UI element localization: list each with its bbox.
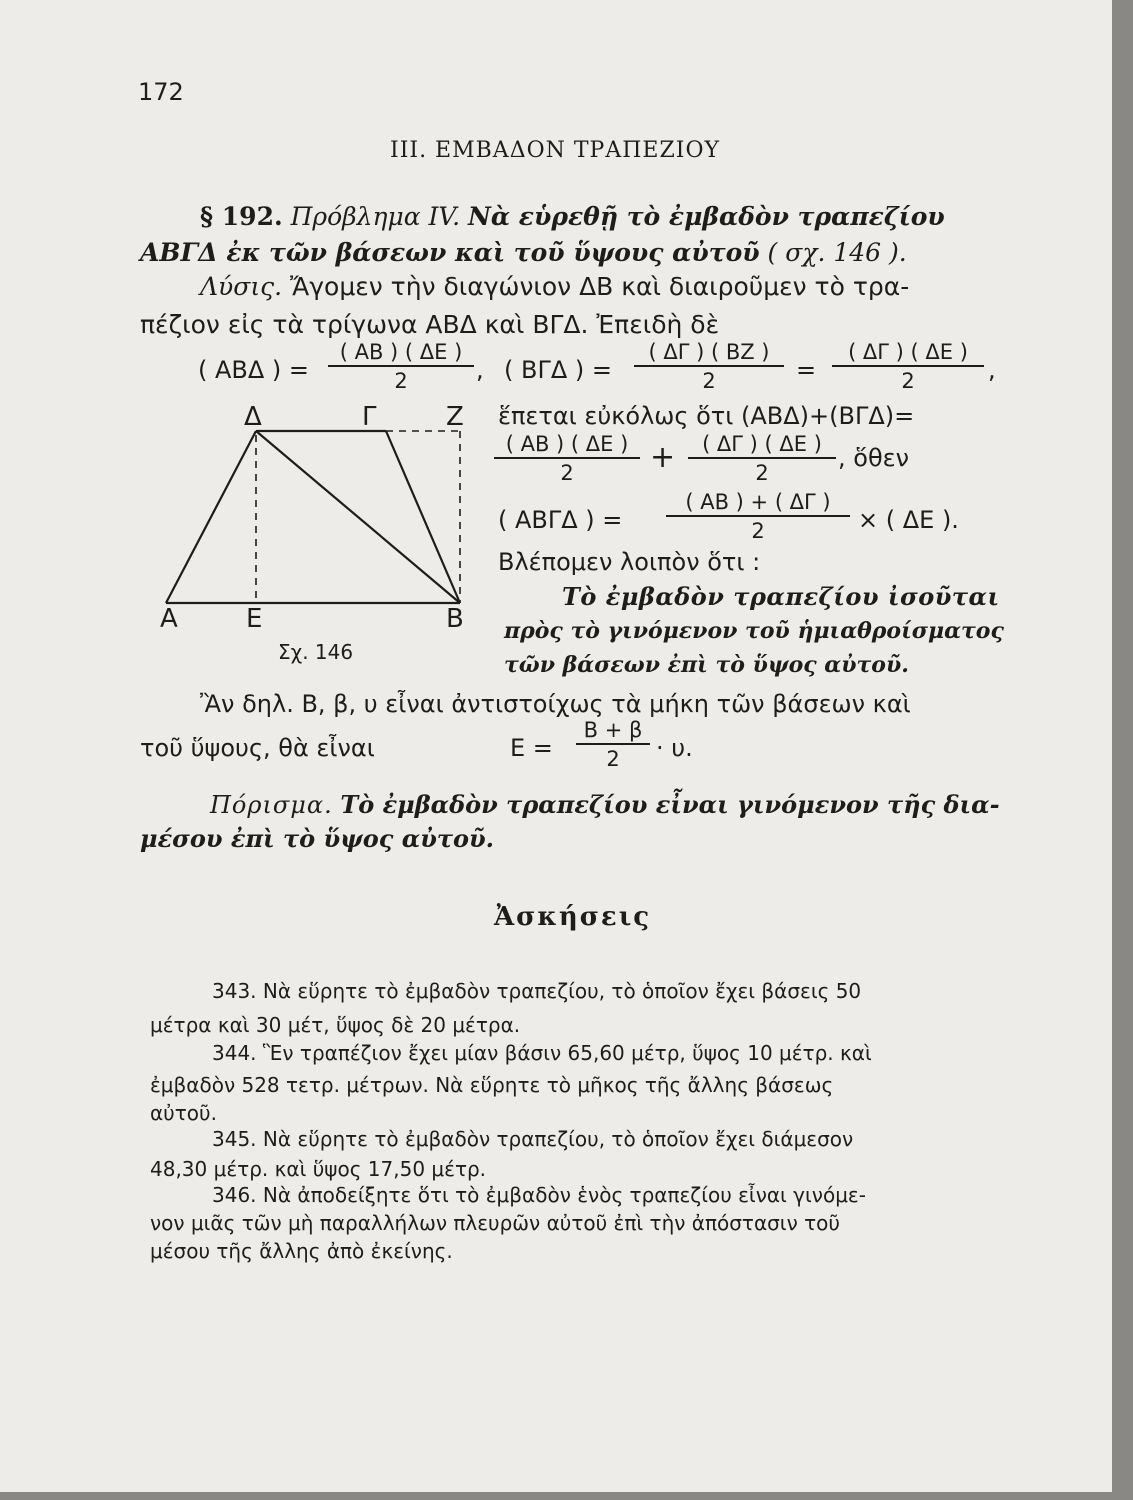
fraction-bar — [576, 743, 650, 745]
exercise-344-line3: αὐτοῦ. — [150, 1101, 217, 1125]
exercise-344-line1: 344. Ἓν τραπέζιον ἔχει μίαν βάσιν 65,60 μέτρ, ὕψος 10 μέτρ. καὶ — [212, 1041, 872, 1065]
eq2-fraction-1 — [494, 432, 640, 485]
eq3-lhs: ( ΑΒΓΔ ) = — [498, 506, 623, 534]
chapter-heading: ΙΙΙ. ΕΜΒΑΔΟΝ ΤΡΑΠΕΖΙΟΥ — [390, 138, 721, 163]
problem-statement-line2 — [140, 238, 907, 267]
side-gb-line — [386, 431, 460, 603]
fraction-bar — [634, 365, 784, 367]
eq1-lhs-abd: ( ΑΒΔ ) = — [198, 356, 310, 384]
exercise-345-line2: 48,30 μέτρ. καὶ ὕψος 17,50 μέτρ. — [150, 1157, 487, 1181]
problem-text-2: ΑΒΓΔ ἐκ τῶν βάσεων καὶ τοῦ ὕψους αὐτοῦ — [140, 238, 760, 267]
corollary-line2: μέσου ἐπὶ τὸ ὕψος αὐτοῦ. — [140, 824, 495, 853]
eq2-numerator-1: ( ΑΒ ) ( ΔΕ ) — [505, 432, 629, 456]
section-number: § 192. — [200, 202, 283, 231]
formula-denominator: 2 — [606, 747, 620, 771]
fraction-bar — [832, 365, 984, 367]
side-ad-line — [166, 431, 256, 603]
scan-edge-bottom — [0, 1492, 1133, 1500]
exercise-343-line1: 343. Νὰ εὕρητε τὸ ἐμβαδὸν τραπεζίου, τὸ ὁποῖον ἔχει βάσεις 50 — [212, 979, 862, 1003]
figure-label-alpha: Α — [160, 604, 178, 634]
eq1-fraction-2 — [634, 340, 784, 393]
page-number: 172 — [138, 78, 184, 106]
diagonal-db-line — [256, 431, 460, 603]
formula-numerator: Β + β — [583, 718, 643, 742]
problem-figure-ref: ( σχ. 146 ). — [767, 238, 907, 267]
fraction-bar — [494, 457, 640, 459]
trapezoid-figure — [150, 395, 480, 670]
eq2-fraction-2 — [688, 432, 836, 485]
solution-line3: ἕπεται εὐκόλως ὅτι (ΑΒΔ)+(ΒΓΔ)= — [498, 402, 915, 430]
fraction-bar — [666, 515, 850, 517]
problem-statement-line1 — [200, 202, 945, 231]
eq3-tail: × ( ΔΕ ). — [858, 506, 959, 534]
eq2-numerator-2: ( ΔΓ ) ( ΔΕ ) — [702, 432, 822, 456]
rule-line2: πρὸς τὸ γινόμενον τοῦ ἡμιαθροίσματος — [504, 618, 1004, 644]
eq1-numerator-1: ( ΑΒ ) ( ΔΕ ) — [339, 340, 463, 364]
eq1-denominator-2: 2 — [702, 369, 716, 393]
eq3-numerator: ( ΑΒ ) + ( ΔΓ ) — [685, 490, 831, 514]
rule-line1: Τὸ ἐμβαδὸν τραπεζίου ἰσοῦται — [562, 582, 1000, 611]
rule-line3: τῶν βάσεων ἐπὶ τὸ ὕψος αὐτοῦ. — [504, 652, 909, 678]
eq1-equals: = — [796, 356, 817, 384]
solution-line1 — [200, 272, 909, 301]
solution-line2: πέζιον εἰς τὰ τρίγωνα ΑΒΔ καὶ ΒΓΔ. Ἐπειδὴ δὲ — [140, 310, 720, 339]
fraction-bar — [688, 457, 836, 459]
scan-edge-right — [1112, 0, 1133, 1500]
eq2-denominator-1: 2 — [560, 461, 574, 485]
eq1-lhs-bgd: ( ΒΓΔ ) = — [504, 356, 612, 384]
eq1-denominator-3: 2 — [901, 369, 915, 393]
solution-label: Λύσις. — [200, 272, 283, 301]
exercise-345-line1: 345. Νὰ εὕρητε τὸ ἐμβαδὸν τραπεζίου, τὸ ὁποῖον ἔχει διάμεσον — [212, 1127, 854, 1151]
corollary-line1 — [210, 790, 1000, 819]
corollary-text-1: Τὸ ἐμβαδὸν τραπεζίου εἶναι γινόμενον τῆς δια- — [340, 790, 1000, 819]
solution-line5: Ἂν δηλ. Β, β, υ εἶναι ἀντιστοίχως τὰ μήκη τῶν βάσεων καὶ — [200, 690, 911, 718]
eq2-plus: + — [650, 440, 676, 475]
eq1-fraction-3 — [832, 340, 984, 393]
figure-label-delta: Δ — [244, 402, 262, 432]
solution-text-1: Ἄγομεν τὴν διαγώνιον ΔΒ καὶ διαιροῦμεν τὸ τρα- — [290, 272, 910, 301]
exercise-346-line2: νον μιᾶς τῶν μὴ παραλλήλων πλευρῶν αὐτοῦ ἐπὶ τὴν ἀπόστασιν τοῦ — [150, 1211, 840, 1235]
exercise-346-line1: 346. Νὰ ἀποδείξητε ὅτι τὸ ἐμβαδὸν ἑνὸς τραπεζίου εἶναι γινόμε- — [212, 1183, 866, 1207]
eq1-fraction-1 — [328, 340, 474, 393]
eq1-numerator-2: ( ΔΓ ) ( ΒΖ ) — [648, 340, 770, 364]
eq1-comma: , — [476, 356, 484, 384]
fraction-bar — [328, 365, 474, 367]
figure-label-epsilon: Ε — [246, 604, 263, 634]
figure-label-gamma: Γ — [362, 402, 377, 432]
exercises-heading: Ἀσκήσεις — [494, 902, 652, 932]
formula-lhs: Ε = — [510, 734, 553, 762]
eq2-tail: , ὅθεν — [838, 444, 910, 472]
exercise-343-line2: μέτρα καὶ 30 μέτ, ὕψος δὲ 20 μέτρα. — [150, 1013, 521, 1037]
eq3-fraction — [666, 490, 850, 543]
figure-label-zeta: Ζ — [446, 402, 464, 432]
eq1-end-comma: , — [988, 356, 996, 384]
eq1-numerator-3: ( ΔΓ ) ( ΔΕ ) — [848, 340, 968, 364]
eq3-denominator: 2 — [751, 519, 765, 543]
exercise-344-line2: ἐμβαδὸν 528 τετρ. μέτρων. Νὰ εὕρητε τὸ μῆκος τῆς ἄλλης βάσεως — [150, 1073, 834, 1097]
problem-text-1: Νὰ εὑρεθῇ τὸ ἐμβαδὸν τραπεζίου — [468, 202, 945, 231]
eq2-denominator-2: 2 — [755, 461, 769, 485]
formula-tail: · υ. — [656, 734, 693, 762]
solution-line6: τοῦ ὕψους, θὰ εἶναι — [140, 734, 375, 762]
problem-label: Πρόβλημα IV. — [290, 202, 461, 231]
figure-caption: Σχ. 146 — [278, 640, 354, 664]
solution-line4: Βλέπομεν λοιπὸν ὅτι : — [498, 548, 761, 576]
figure-label-beta: Β — [446, 604, 464, 634]
corollary-label: Πόρισμα. — [210, 791, 333, 819]
formula-fraction — [576, 718, 650, 771]
exercise-346-line3: μέσου τῆς ἄλλης ἀπὸ ἐκείνης. — [150, 1239, 453, 1263]
eq1-denominator-1: 2 — [394, 369, 408, 393]
